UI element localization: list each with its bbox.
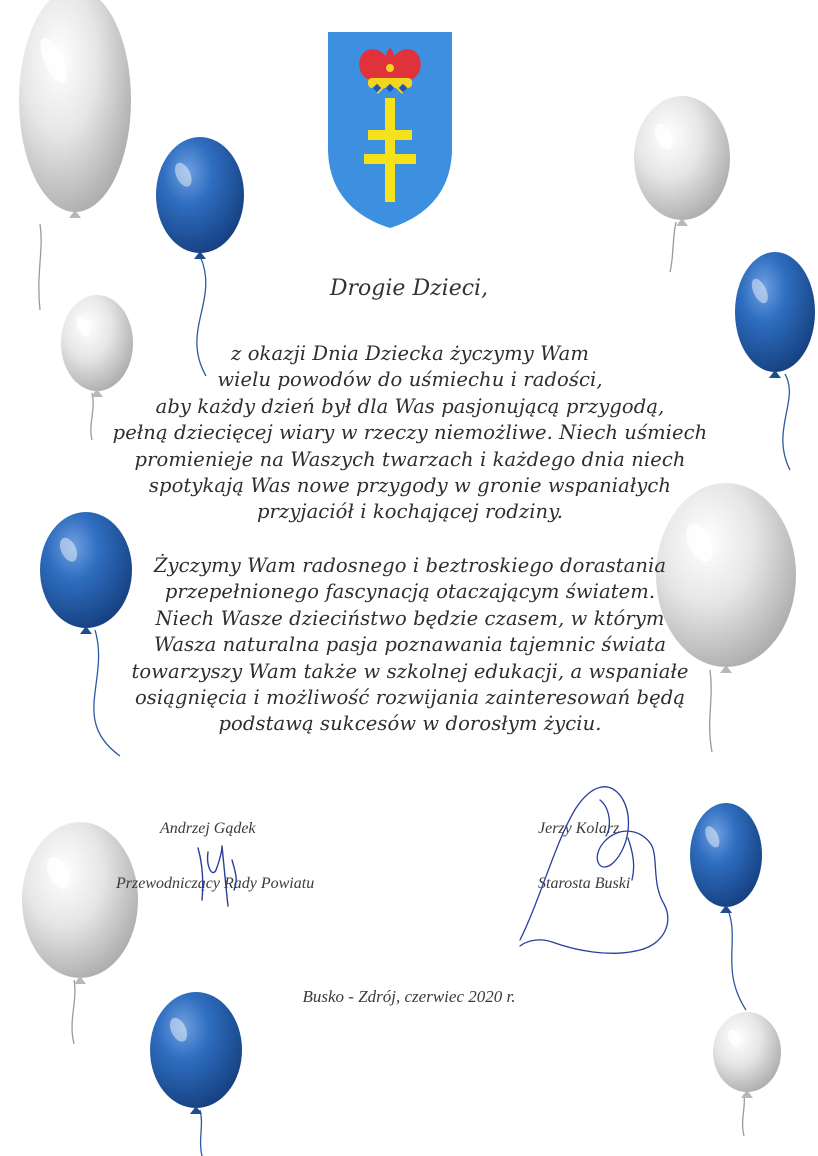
paragraph-line: z okazji Dnia Dziecka życzymy Wam [231,342,589,365]
balloon-string [670,222,676,272]
balloon-body [156,137,244,253]
balloon-body [713,1012,781,1092]
balloon-icon [690,803,762,1010]
balloon-body [735,252,815,372]
paragraph-line: aby każdy dzień był dla Was pasjonującą przygodą, [155,394,665,418]
balloon-string [200,1110,202,1156]
wishes-paragraph-1 [90,341,730,526]
balloon-body [19,0,131,212]
paragraph-line: podstawą sukcesów w dorosłym życiu. [218,712,602,736]
signatory-left-name: Andrzej Gądek [160,820,256,837]
greeting-heading: Drogie Dzieci, [329,276,489,301]
paragraph-line: wielu powodów do uśmiechu i radości, [217,368,603,392]
paragraph-line: Niech Wasze dzieciństwo będzie czasem, w którym [155,606,665,630]
balloon-body [150,992,242,1108]
paragraph-line: spotykają Was nowe przygody w gronie wspaniałych [148,474,672,498]
signatory-right-name: Jerzy Kolarz [538,820,620,837]
paragraph-line: przyjaciół i kochającej rodziny. [256,500,564,524]
paragraph-line: towarzyszy Wam także w szkolnej edukacji, a wspaniałe [131,659,689,683]
wishes-paragraph-2 [110,553,710,738]
balloon-body [690,803,762,907]
balloon-body [22,822,138,978]
balloon-icon [713,1012,781,1136]
balloon-string [710,670,712,752]
paragraph-line: Wasza naturalna pasja poznawania tajemnic świata [153,633,667,657]
balloon-string [743,1094,745,1136]
balloon-body [634,96,730,220]
place-and-date: Busko - Zdrój, czerwiec 2020 r. [302,987,516,1006]
paragraph-line: promienieje na Waszych twarzach i każdego dnia niech [134,447,686,471]
balloon-icon [150,992,242,1156]
signatory-left-role: Przewodniczący Rady Powiatu [116,875,315,892]
paragraph-line: przepełnionego fascynacją otaczającym światem. [164,580,656,604]
paragraph-line: Życzymy Wam radosnego i beztroskiego dorastania [153,554,667,577]
signatory-right-role: Starosta Buski [538,875,631,892]
paragraph-line: pełną dziecięcej wiary w rzeczy niemożliwe. Niech uśmiech [112,421,708,445]
coat-of-arms-icon [326,30,454,230]
balloon-icon [19,0,131,310]
paragraph-line: osiągnięcia i możliwość rozwijania zainteresowań będą [134,686,686,710]
balloon-string [783,374,790,470]
balloon-icon [634,96,730,272]
balloon-icon [22,822,138,1044]
